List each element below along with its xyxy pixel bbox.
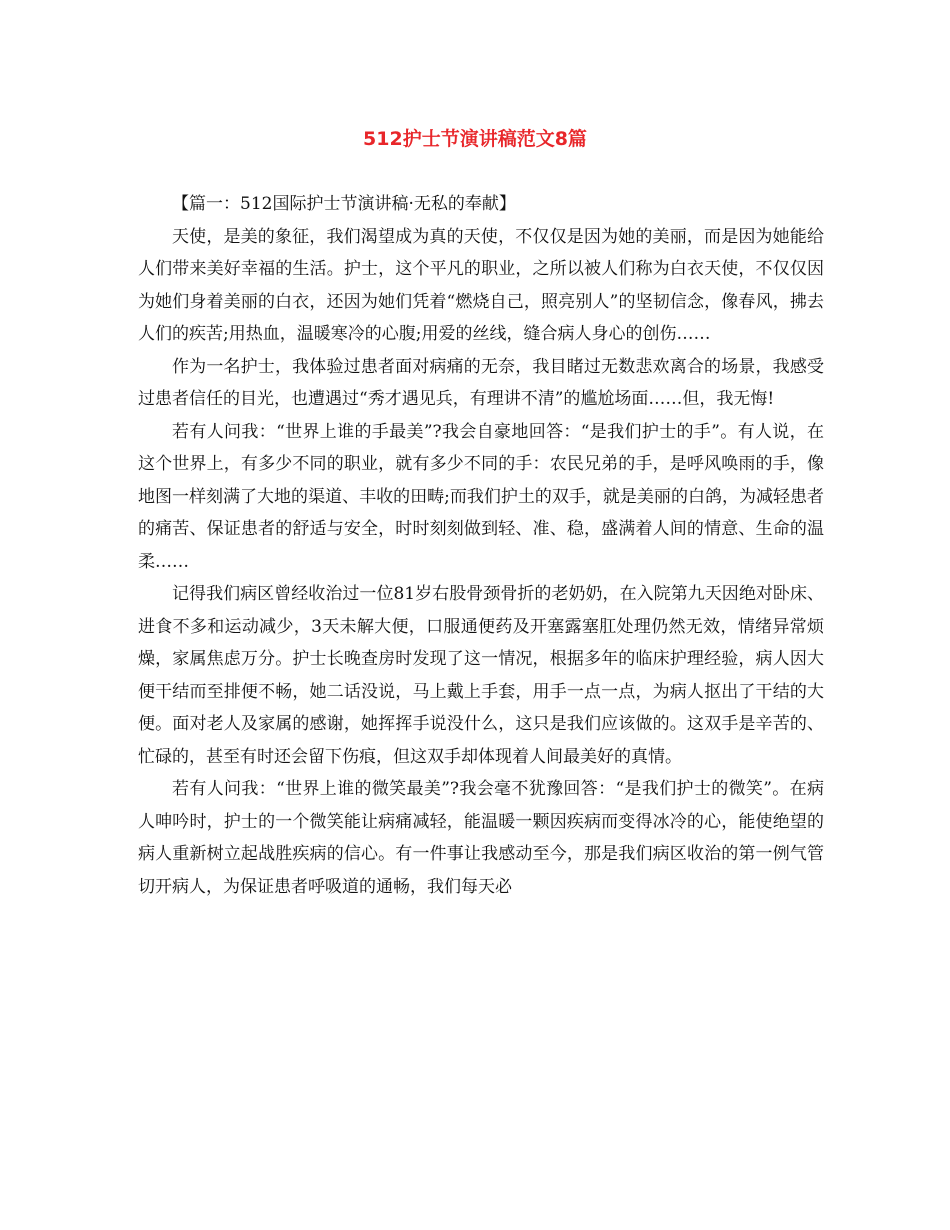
document-title: 512护士节演讲稿范文8篇 bbox=[363, 128, 587, 150]
paragraph-5: 若有人问我：“世界上谁的微笑最美”?我会毫不犹豫回答：“是我们护士的微笑”。在病人呻吟时，护士的一个微笑能让病痛减轻，能温暖一颗因疾病而变得冰冷的心，能使绝望的病人重新树立起战胜疾病的信心。有一件事让我感动至今，那是我们病区收治的第一例气管切开病人，为保证患者呼吸道的通畅，我们每天必 bbox=[138, 779, 824, 897]
paragraph-1: 天使，是美的象征，我们渴望成为真的天使，不仅仅是因为她的美丽，而是因为她能给人们带来美好幸福的生活。护士，这个平凡的职业，之所以被人们称为白衣天使，不仅仅因为她们身着美丽的白衣，还因为她们凭着“燃烧自己，照亮别人”的坚韧信念，像春风，拂去人们的疾苦;用热血，温暖寒冷的心腹;用爱的丝线，缝合病人身心的创伤…… bbox=[138, 226, 824, 344]
paragraph-4: 记得我们病区曾经收治过一位81岁右股骨颈骨折的老奶奶，在入院第九天因绝对卧床、进食不多和运动减少，3天未解大便，口服通便药及开塞露塞肛处理仍然无效，情绪异常烦燥，家属焦虑万分。护士长晚查房时发现了这一情况，根据多年的临床护理经验，病人因大便干结而至排便不畅，她二话没说，马上戴上手套，用手一点一点，为病人抠出了干结的大便。面对老人及家属的感谢，她挥挥手说没什么，这只是我们应该做的。这双手是辛苦的、忙碌的，甚至有时还会留下伤痕，但这双手却体现着人间最美好的真情。 bbox=[138, 584, 824, 767]
section-heading: 【篇一：512国际护士节演讲稿·无私的奉献】 bbox=[172, 194, 516, 214]
paragraph-2: 作为一名护士，我体验过患者面对病痛的无奈，我目睹过无数悲欢离合的场景，我感受过患者信任的目光，也遭遇过“秀才遇见兵，有理讲不清”的尴尬场面……但，我无悔! bbox=[138, 356, 824, 409]
document-body bbox=[138, 188, 824, 903]
paragraph-3: 若有人问我：“世界上谁的手最美”?我会自豪地回答：“是我们护士的手”。有人说，在这个世界上，有多少不同的职业，就有多少不同的手：农民兄弟的手，是呼风唤雨的手，像地图一样刻满了大地的渠道、丰收的田畴;而我们护土的双手，就是美丽的白鸽，为减轻患者的痛苦、保证患者的舒适与安全，时时刻刻做到轻、准、稳，盛满着人间的情意、生命的温柔…… bbox=[138, 421, 824, 572]
